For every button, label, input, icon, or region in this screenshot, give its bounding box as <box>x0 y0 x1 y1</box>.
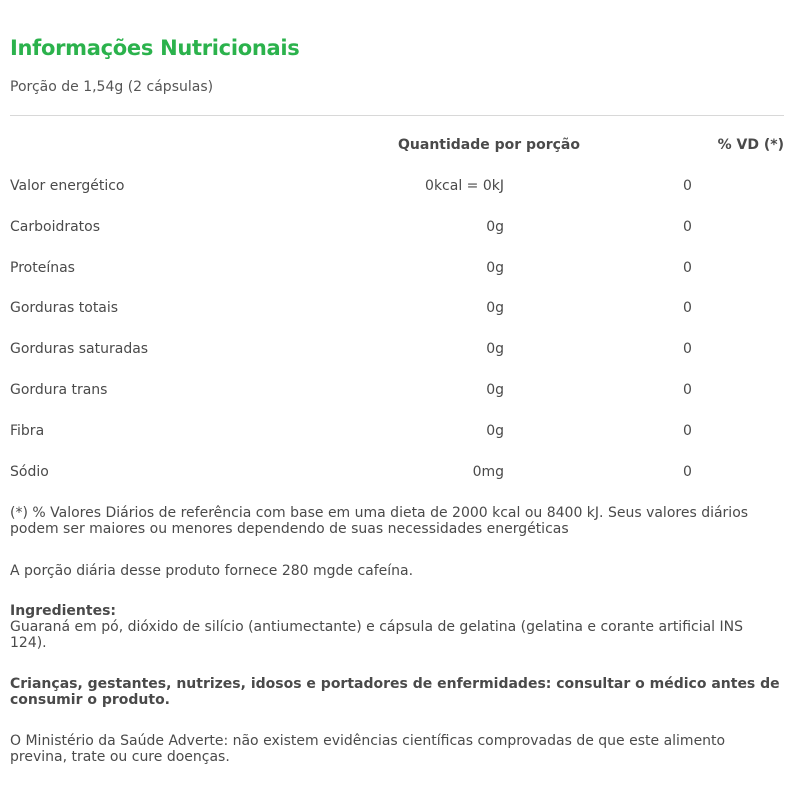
caffeine-note: A porção diária desse produto fornece 280 mgde cafeína. <box>10 563 414 579</box>
nutrient-vd: 0 <box>683 219 692 235</box>
nutrient-vd: 0 <box>683 382 692 398</box>
nutrient-vd: 0 <box>683 300 692 316</box>
table-row <box>0 178 800 198</box>
nutrient-quantity: 0g <box>486 423 504 439</box>
table-row <box>0 382 800 402</box>
page-title: Informações Nutricionais <box>10 36 300 60</box>
vd-footnote: (*) % Valores Diários de referência com base em uma dieta de 2000 kcal ou 8400 kJ. Seus valores diários podem ser maiores ou menores dependendo de suas necessidades energéticas <box>10 505 749 537</box>
nutrient-quantity: 0g <box>486 341 504 357</box>
portion-size: Porção de 1,54g (2 cápsulas) <box>10 79 214 95</box>
nutrient-quantity: 0g <box>486 219 504 235</box>
nutrient-name: Gorduras totais <box>10 300 119 316</box>
column-header-vd: % VD (*) <box>717 137 784 153</box>
nutrient-vd: 0 <box>683 423 692 439</box>
ingredients-label: Ingredientes: <box>10 603 116 619</box>
nutrient-name: Gordura trans <box>10 382 108 398</box>
ministry-warning: O Ministério da Saúde Adverte: não existem evidências científicas comprovadas de que este alimento previna, trate ou cure doenças. <box>10 733 726 765</box>
nutrient-quantity: 0kcal = 0kJ <box>425 178 504 194</box>
ingredients-text: Guaraná em pó, dióxido de silício (antiumectante) e cápsula de gelatina (gelatina e corante artificial INS 124). <box>10 619 744 651</box>
nutrient-name: Carboidratos <box>10 219 101 235</box>
table-row <box>0 300 800 320</box>
table-row <box>0 464 800 484</box>
nutrient-quantity: 0g <box>486 382 504 398</box>
nutrient-name: Valor energético <box>10 178 125 194</box>
nutrient-name: Gorduras saturadas <box>10 341 149 357</box>
health-warning: Crianças, gestantes, nutrizes, idosos e portadores de enfermidades: consultar o médico antes de consumir o produto. <box>10 676 780 708</box>
nutrient-name: Proteínas <box>10 260 75 276</box>
nutrient-vd: 0 <box>683 260 692 276</box>
nutrient-name: Fibra <box>10 423 45 439</box>
nutrient-vd: 0 <box>683 178 692 194</box>
nutrient-quantity: 0g <box>486 300 504 316</box>
column-header-quantity: Quantidade por porção <box>398 137 580 153</box>
table-row <box>0 219 800 239</box>
divider <box>10 115 784 116</box>
nutrient-quantity: 0mg <box>472 464 504 480</box>
table-row <box>0 260 800 280</box>
table-row <box>0 341 800 361</box>
nutrient-vd: 0 <box>683 341 692 357</box>
nutrient-vd: 0 <box>683 464 692 480</box>
nutrient-name: Sódio <box>10 464 49 480</box>
table-row <box>0 423 800 443</box>
nutrient-quantity: 0g <box>486 260 504 276</box>
ingredients-section <box>10 603 784 651</box>
